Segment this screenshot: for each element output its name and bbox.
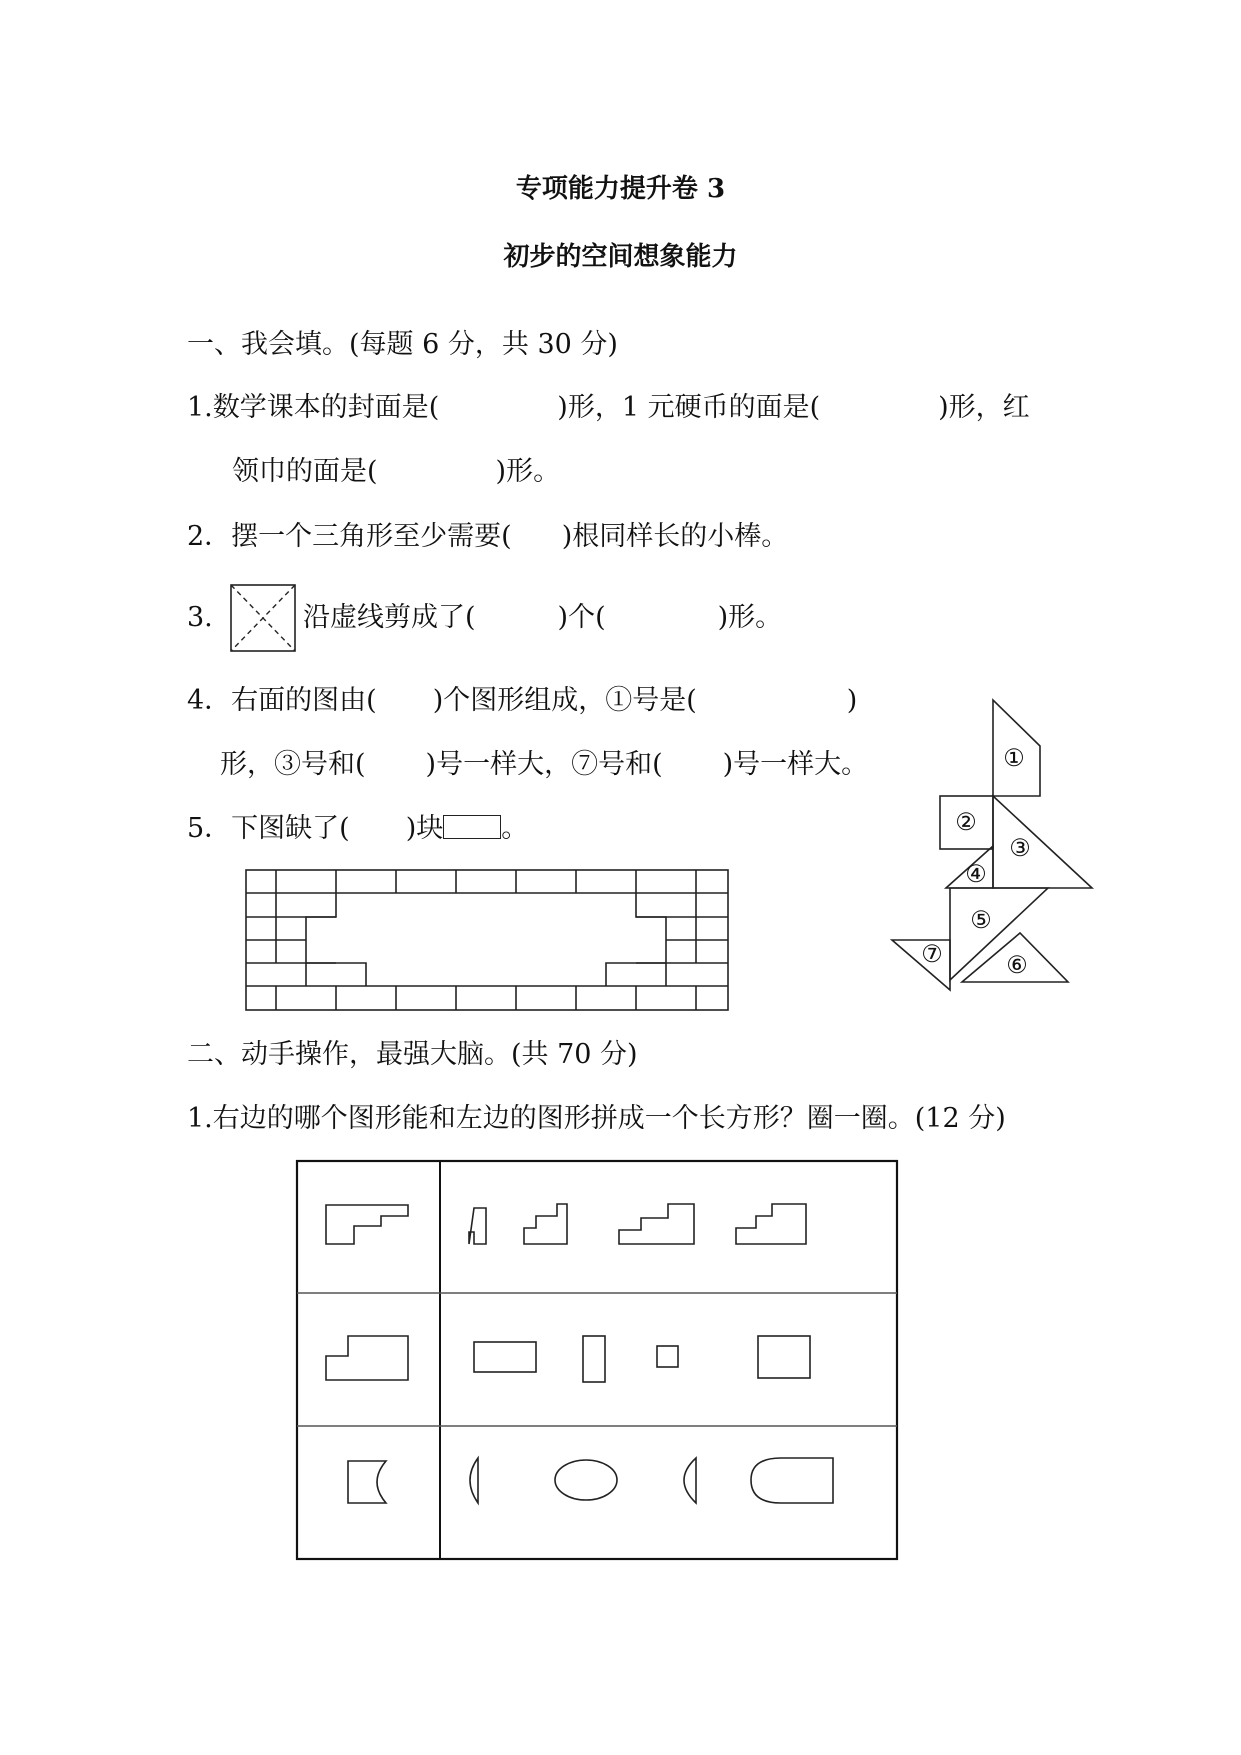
tangram-piece-3	[993, 796, 1092, 888]
q1-line2	[232, 455, 560, 489]
q5-text-c: 。	[501, 813, 529, 844]
q1-line1	[187, 391, 1030, 425]
section2-q1-text: 1.右边的哪个图形能和左边的图形拼成一个长方形？圈一圈。(12 分)	[187, 1103, 1006, 1134]
section1-heading: 一、我会填。(每题 6 分，共 30 分)	[187, 329, 618, 360]
tangram-label-3: ③	[1009, 834, 1031, 862]
q1-text-e: )形。	[495, 456, 561, 487]
row3-option-b	[555, 1460, 617, 1500]
q4-text-b: )个图形组成，①号是(	[432, 685, 697, 716]
q5-text-a: 5．下图缺了(	[187, 813, 350, 844]
page-title: 专项能力提升卷 3	[515, 174, 726, 204]
q3-text-b: )个(	[557, 602, 606, 633]
q4-text-e: )号一样大，⑦号和(	[425, 749, 663, 780]
q3-text-a: 沿虚线剪成了(	[303, 602, 476, 633]
q1-text-c: )形，红	[938, 392, 1030, 423]
tangram-label-2: ②	[955, 808, 977, 836]
q4-text-c: )	[846, 685, 858, 716]
row1-option-c	[619, 1204, 694, 1244]
q4-text-d: 形，③号和(	[220, 749, 366, 780]
row3-option-c	[684, 1458, 696, 1503]
q5-line	[187, 812, 528, 846]
q2-text-a: 2．摆一个三角形至少需要(	[187, 521, 512, 552]
row1-option-b	[524, 1204, 567, 1244]
tangram-label-1: ①	[1003, 744, 1025, 772]
q3-line	[303, 601, 782, 635]
row2-option-a	[474, 1342, 536, 1372]
row2-option-c	[657, 1346, 678, 1367]
tangram-figure	[880, 690, 1110, 1000]
row1-option-d	[736, 1204, 806, 1244]
row3-option-a	[470, 1458, 478, 1503]
q1-text-d: 领巾的面是(	[232, 456, 378, 487]
row1-left-staircase-shape	[326, 1205, 408, 1244]
section2-heading: 二、动手操作，最强大脑。(共 70 分)	[187, 1039, 638, 1070]
q4-text-a: 4．右面的图由(	[187, 685, 377, 716]
q1-text-b: )形，1 元硬币的面是(	[557, 392, 821, 423]
square-with-dashed-diagonals	[230, 584, 296, 652]
q2-line	[187, 520, 788, 554]
page-subtitle: 初步的空间想象能力	[503, 242, 738, 272]
tangram-label-7: ⑦	[921, 940, 943, 968]
tangram-label-6: ⑥	[1006, 951, 1028, 979]
row2-option-d	[758, 1336, 810, 1378]
q3-text-c: )形。	[717, 602, 783, 633]
tangram-piece-5	[950, 888, 1048, 980]
q5-text-b: )块	[405, 813, 444, 844]
row3-left-concave-shape	[348, 1461, 386, 1503]
shape-matching-table	[296, 1160, 898, 1560]
q3-number: 3.	[187, 602, 213, 633]
row2-option-b	[583, 1336, 605, 1382]
q1-text-a: 1.数学课本的封面是(	[187, 392, 440, 423]
q2-text-b: )根同样长的小棒。	[561, 521, 789, 552]
row2-left-step-shape	[326, 1336, 408, 1380]
tangram-label-4: ④	[965, 860, 987, 888]
brick-wall-figure	[246, 870, 728, 1010]
tangram-label-5: ⑤	[970, 906, 992, 934]
q4-line2	[220, 748, 868, 782]
q4-line1	[187, 684, 857, 718]
row3-option-d	[751, 1458, 833, 1503]
row1-option-a	[469, 1208, 486, 1244]
brick-icon	[443, 815, 501, 839]
q4-text-f: )号一样大。	[722, 749, 869, 780]
